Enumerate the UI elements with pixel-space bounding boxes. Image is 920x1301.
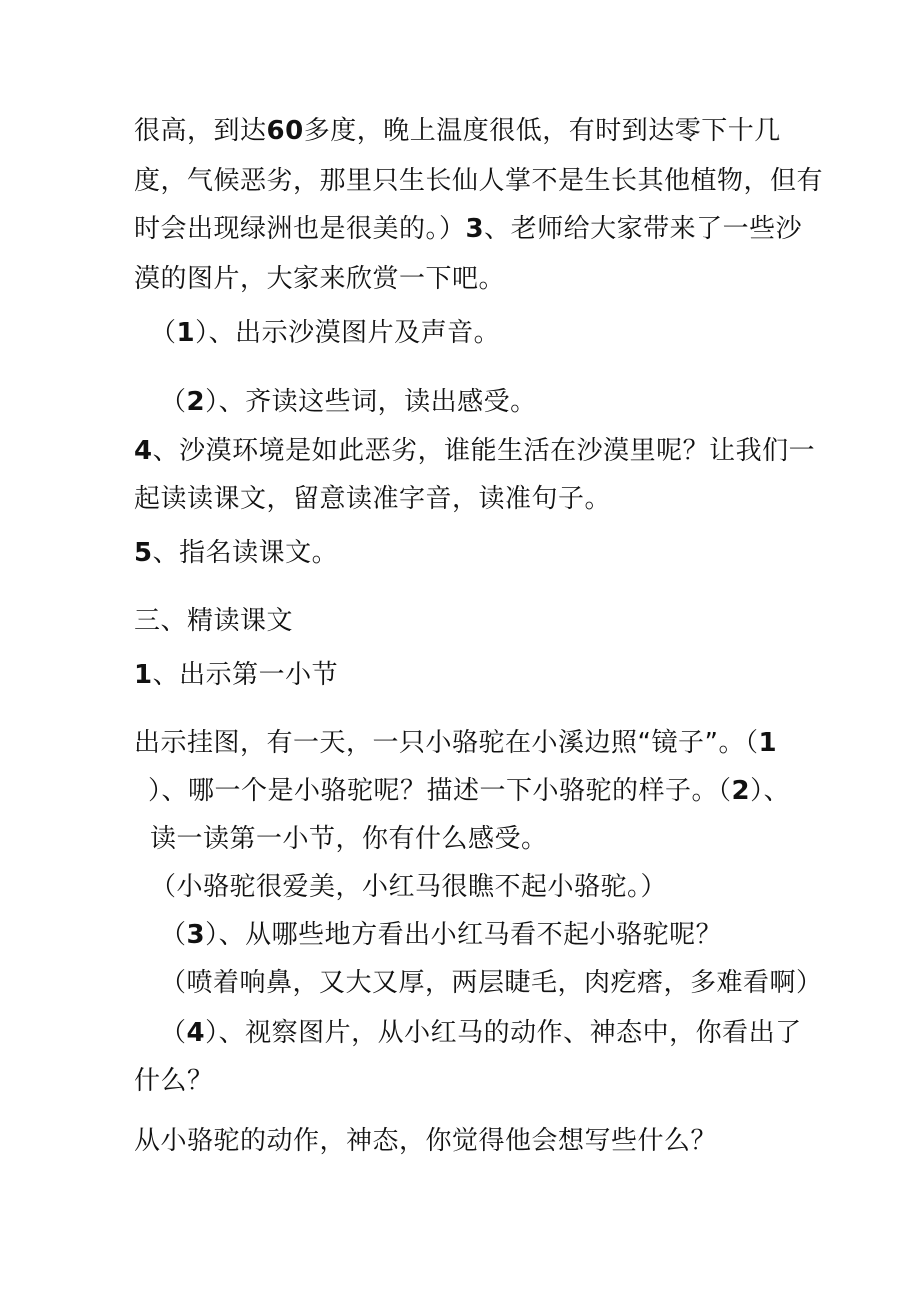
- text-line-3: [134, 212, 802, 246]
- number: 2: [731, 776, 751, 806]
- text-line-5: [150, 316, 500, 350]
- text: （: [160, 920, 187, 950]
- section-heading: [134, 604, 293, 638]
- number: 5: [134, 538, 153, 568]
- text: ）、齐读这些词，读出感受。: [205, 387, 537, 417]
- text: ）、: [750, 776, 791, 806]
- text-line-4: [134, 262, 505, 296]
- number: 3: [186, 920, 206, 950]
- text: 读一读第一小节，你有什么感受。: [150, 824, 548, 854]
- text: ）、视察图片，从小红马的动作、神态中，你看出了: [205, 1018, 802, 1048]
- text-line-15: [150, 870, 667, 904]
- text-line-19: [134, 1064, 214, 1098]
- text-line-18: [160, 1016, 802, 1050]
- text: 漠的图片，大家来欣赏一下吧。: [134, 264, 506, 294]
- number: 3: [465, 214, 485, 244]
- number: 4: [186, 1018, 206, 1048]
- text: （: [160, 1018, 187, 1048]
- number: 60: [266, 116, 304, 146]
- text: 起读读课文，留意读准字音，读准句子。: [134, 484, 612, 514]
- text-line-20: [134, 1124, 717, 1158]
- text: 、老师给大家带来了一些沙: [484, 214, 803, 244]
- text: 时会出现绿洲也是很美的。）: [134, 214, 466, 244]
- text: 、沙漠环境是如此恶劣，谁能生活在沙漠里呢？让我们一: [152, 436, 816, 466]
- text-line-12: [134, 726, 777, 760]
- text: 很高，到达: [134, 116, 267, 146]
- text: 从小骆驼的动作，神态，你觉得他会想写些什么？: [134, 1126, 718, 1156]
- text-line-14: [150, 822, 548, 856]
- text-line-6: [160, 385, 537, 419]
- text-line-16: [160, 918, 722, 952]
- text: （喷着响鼻，又大又厚，两层睫毛，肉疙瘩，多难看啊）: [160, 968, 823, 998]
- number: 1: [758, 728, 778, 758]
- text: （小骆驼很爱美，小红马很瞧不起小骆驼。）: [150, 872, 668, 902]
- text: 、指名读课文。: [152, 538, 339, 568]
- text: 多度，晚上温度很低，有时到达零下十几: [303, 116, 781, 146]
- text: （: [160, 387, 187, 417]
- text: 什么？: [134, 1066, 214, 1096]
- text: 度，气候恶劣，那里只生长仙人掌不是生长其他植物，但有: [134, 166, 824, 196]
- number: 4: [134, 436, 153, 466]
- text-line-9: [134, 536, 338, 570]
- text: 三、精读课文: [134, 606, 294, 636]
- text: ）、出示沙漠图片及声音。: [195, 318, 501, 348]
- text: （: [150, 318, 177, 348]
- text: ）、哪一个是小骆驼呢？描述一下小骆驼的样子。（: [148, 776, 732, 806]
- text: ）、从哪些地方看出小红马看不起小骆驼呢？: [205, 920, 723, 950]
- number: 1: [176, 318, 196, 348]
- text-line-13: [148, 774, 790, 808]
- number: 1: [134, 660, 153, 690]
- number: 2: [186, 387, 206, 417]
- text-line-8: [134, 482, 611, 516]
- text-line-17: [160, 966, 823, 1000]
- text: 出示挂图，有一天，一只小骆驼在小溪边照“镜子”。（: [134, 728, 759, 758]
- text-line-1: [134, 114, 781, 148]
- text-line-7: [134, 434, 815, 468]
- text-line-2: [134, 164, 823, 198]
- text: 、出示第一小节: [152, 660, 339, 690]
- text-line-11: [134, 658, 338, 692]
